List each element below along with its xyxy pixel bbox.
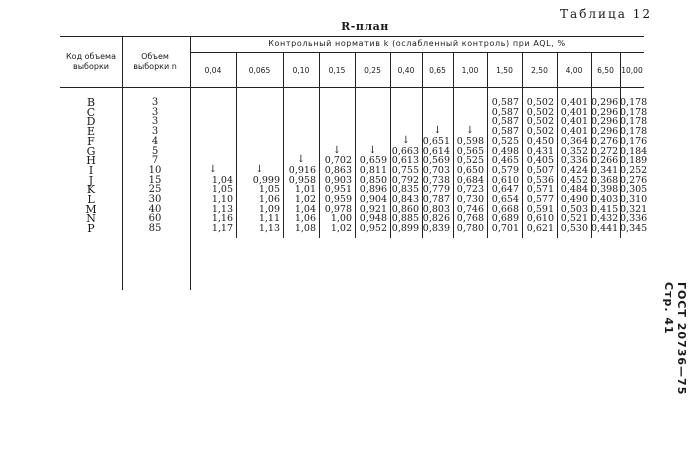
table-cell: 0,502	[526, 126, 554, 138]
table-cell: 0,502	[526, 97, 554, 108]
table-cell: 1,02	[294, 194, 316, 205]
table-cell: 0,746	[456, 203, 484, 215]
table-cell: 0,401	[560, 116, 588, 128]
table-cell: 0,811	[359, 164, 387, 176]
aql-header-cell: 6,50	[597, 66, 614, 75]
table-cell: 0,310	[620, 194, 648, 205]
down-arrow-icon: ↓	[465, 125, 475, 137]
table-cell: 0,668	[491, 203, 519, 215]
aql-header-cell: 4,00	[565, 66, 583, 75]
table-cell: 0,503	[560, 203, 588, 215]
code-header-line-2: выборки	[73, 62, 109, 71]
table-cell: 0,730	[456, 194, 484, 205]
table-cell: 0,484	[560, 184, 588, 196]
down-arrow-icon: ↓	[255, 163, 264, 175]
sample-code: H	[86, 154, 96, 168]
table-cell: 0,178	[620, 126, 648, 138]
table-cell: 0,502	[526, 106, 554, 118]
sample-size: 3	[151, 116, 159, 128]
table-cell: 0,401	[560, 126, 588, 138]
table-cell: 0,702	[324, 155, 352, 167]
table-cell: 0,296	[591, 116, 619, 128]
table-cell: 0,415	[591, 203, 619, 215]
table-cell: 0,571	[526, 184, 554, 196]
table-cell: 0,364	[560, 135, 588, 147]
table-cell: 0,368	[591, 174, 619, 186]
table-cell: 0,621	[526, 223, 554, 235]
table-cell: 0,647	[491, 184, 519, 196]
table-cell: 0,296	[591, 97, 619, 108]
table-cell: 1,01	[294, 184, 316, 196]
table-cell: 1,06	[258, 194, 280, 205]
table-cell: 0,651	[422, 135, 450, 147]
sample-code: C	[86, 105, 96, 119]
table-cell: 0,405	[526, 155, 554, 167]
down-arrow-icon: ↓	[368, 144, 377, 156]
table-cell: 1,16	[211, 213, 233, 225]
table-cell: 0,654	[491, 194, 519, 205]
table-cell: 0,536	[526, 174, 554, 186]
sample-size: 4	[151, 135, 159, 147]
plan-title: R-план	[341, 20, 389, 33]
sample-size: 30	[148, 194, 162, 205]
down-arrow-icon: ↓	[208, 163, 218, 175]
table-cell: 0,465	[491, 155, 519, 167]
size-column-header	[122, 52, 188, 72]
table-cell: 0,978	[324, 203, 352, 215]
sample-size: 3	[151, 126, 159, 138]
sample-size: 85	[148, 223, 162, 235]
table-cell: 0,780	[456, 223, 484, 235]
table-cell: 0,184	[620, 145, 648, 157]
table-cell: 0,579	[491, 164, 519, 176]
sample-code: G	[86, 144, 96, 158]
table-cell: 0,792	[391, 174, 419, 186]
sample-code: M	[85, 202, 97, 216]
table-cell: 0,598	[456, 135, 484, 147]
size-header-line-1: Объем	[141, 52, 169, 61]
table-cell: 0,958	[288, 174, 316, 186]
table-cell: 0,431	[526, 145, 554, 157]
aql-header-cell: 0,25	[364, 66, 381, 75]
table-cell: 1,10	[211, 194, 233, 205]
table-cell: 0,703	[422, 164, 450, 176]
table-cell: 0,178	[620, 97, 648, 108]
side-caption: ГОСТ 20736—75 Стр. 41	[662, 282, 688, 396]
table-cell: 0,613	[391, 155, 419, 167]
table-cell: 0,272	[591, 145, 619, 157]
table-cell: 0,565	[456, 145, 484, 157]
table-cell: 0,723	[456, 184, 484, 196]
table-cell: 1,13	[211, 203, 233, 215]
sample-size: 7	[151, 155, 159, 167]
table-cell: 0,860	[391, 203, 419, 215]
table-cell: 0,587	[491, 116, 519, 128]
table-cell: 0,450	[526, 135, 554, 147]
sample-code: J	[88, 173, 94, 187]
table-cell: 0,296	[591, 126, 619, 138]
sample-size: 3	[151, 97, 159, 108]
table-cell: 0,921	[359, 203, 387, 215]
table-cell: 0,999	[252, 174, 280, 186]
sample-code: K	[86, 183, 96, 197]
table-cell: 0,787	[422, 194, 450, 205]
table-cell: 0,498	[491, 145, 519, 157]
table-cell: 0,863	[324, 164, 352, 176]
table-number: Таблица 12	[560, 7, 652, 21]
table-cell: 0,276	[591, 135, 619, 147]
table-cell: 0,959	[324, 194, 352, 205]
sample-size: 10	[148, 164, 162, 176]
table-cell: 0,951	[324, 184, 352, 196]
table-cell: 0,452	[560, 174, 588, 186]
table-cell: 0,403	[591, 194, 619, 205]
table-cell: 0,441	[591, 223, 619, 235]
table-cell: 0,507	[526, 164, 554, 176]
table-cell: 0,650	[456, 164, 484, 176]
table-cell: 1,02	[330, 223, 352, 235]
down-arrow-icon: ↓	[401, 134, 411, 146]
table-cell: 0,684	[456, 174, 484, 186]
table-cell: 0,803	[422, 203, 450, 215]
table-cell: 0,305	[620, 184, 648, 196]
table-cell: 0,689	[491, 213, 519, 225]
table-cell: 0,432	[591, 213, 619, 225]
table-cell: 0,659	[359, 155, 387, 167]
table-cell: 0,768	[456, 213, 484, 225]
table-cell: 0,587	[491, 126, 519, 138]
table-cell: 0,904	[359, 194, 387, 205]
sample-size: 40	[148, 203, 162, 215]
aql-header-cell: 1,00	[461, 66, 479, 75]
table-cell: 1,06	[294, 213, 316, 225]
table-cell: 0,178	[620, 116, 648, 128]
code-column-header	[60, 52, 122, 72]
table-cell: 0,525	[491, 135, 519, 147]
aql-header-cell: 2,50	[531, 66, 548, 75]
table-cell: 0,398	[591, 184, 619, 196]
table-cell: 0,502	[526, 116, 554, 128]
table-cell: 0,755	[391, 164, 419, 176]
table-cell: 0,424	[560, 164, 588, 176]
down-arrow-icon: ↓	[433, 125, 442, 137]
aql-header-cell: 10,00	[621, 66, 643, 75]
grid-line	[60, 36, 644, 37]
table-cell: 0,189	[620, 155, 648, 167]
table-cell: 1,04	[294, 203, 316, 215]
table-cell: 1,04	[211, 174, 233, 186]
table-cell: 0,835	[391, 184, 419, 196]
table-cell: 0,401	[560, 106, 588, 118]
table-cell: 0,885	[391, 213, 419, 225]
sample-code: P	[87, 222, 95, 236]
table-cell: 0,401	[560, 97, 588, 108]
sample-code: B	[86, 96, 96, 109]
table-cell: 1,13	[258, 223, 280, 235]
table-cell: 0,178	[620, 106, 648, 118]
table-cell: 0,530	[560, 223, 588, 235]
aql-header-cell: 1,50	[496, 66, 513, 75]
sample-size: 3	[151, 106, 159, 118]
sample-code: N	[86, 212, 96, 226]
table-cell: 0,521	[560, 213, 588, 225]
table-cell: 1,08	[294, 223, 316, 235]
table-cell: 0,610	[491, 174, 519, 186]
table-cell: 0,903	[324, 174, 352, 186]
down-arrow-icon: ↓	[332, 144, 342, 156]
sample-code: I	[88, 163, 94, 177]
sample-code: F	[87, 134, 95, 148]
table-cell: 0,614	[422, 145, 450, 157]
table-cell: 0,266	[591, 155, 619, 167]
aql-header-cell: 0,10	[292, 66, 310, 75]
table-cell: 0,591	[526, 203, 554, 215]
sample-size: 5	[151, 145, 159, 157]
table-cell: 1,00	[330, 213, 352, 225]
table-cell: 0,252	[620, 164, 648, 176]
aql-header-cell: 0,40	[397, 66, 415, 75]
grid-line	[190, 52, 644, 53]
table-cell: 0,952	[359, 223, 387, 235]
table-cell: 0,176	[620, 135, 648, 147]
table-cell: 1,09	[258, 203, 280, 215]
sample-size: 15	[148, 174, 162, 186]
sample-code: E	[86, 125, 96, 139]
table-cell: 0,850	[359, 174, 387, 186]
table-cell: 0,587	[491, 97, 519, 108]
table-cell: 0,701	[491, 223, 519, 235]
table-cell: 0,738	[422, 174, 450, 186]
table-cell: 0,843	[391, 194, 419, 205]
size-header-line-2: выборки n	[133, 62, 177, 71]
table-cell: 0,899	[391, 223, 419, 235]
table-cell: 0,321	[620, 203, 648, 215]
table-cell: 0,916	[288, 164, 316, 176]
table-cell: 0,345	[620, 223, 648, 235]
table-cell: 1,05	[258, 184, 280, 196]
aql-header-cell: 0,15	[328, 66, 346, 75]
table-cell: 0,525	[456, 155, 484, 167]
table-cell: 1,11	[258, 213, 280, 225]
table-cell: 0,336	[560, 155, 588, 167]
down-arrow-icon: ↓	[296, 154, 306, 166]
table-cell: 0,490	[560, 194, 588, 205]
sample-size: 25	[148, 184, 162, 196]
table-cell: 0,296	[591, 106, 619, 118]
table-cell: 1,05	[211, 184, 233, 196]
table-cell: 0,948	[359, 213, 387, 225]
table-cell: 0,826	[422, 213, 450, 225]
table-cell: 1,17	[211, 223, 233, 235]
table-cell: 0,663	[391, 145, 419, 157]
sample-size: 60	[148, 213, 162, 225]
table-cell: 0,341	[591, 164, 619, 176]
aql-header-cell: 0,65	[429, 66, 446, 75]
sample-code: L	[87, 193, 95, 206]
table-cell: 0,610	[526, 213, 554, 225]
table-cell: 0,896	[359, 184, 387, 196]
control-header: Контрольный норматив k (ослабленный контроль) при AQL, %	[268, 39, 566, 48]
table-cell: 0,276	[620, 174, 648, 186]
table-cell: 0,779	[422, 184, 450, 196]
table-cell: 0,587	[491, 106, 519, 118]
table-cell: 0,336	[620, 213, 648, 225]
aql-header-cell: 0,04	[204, 66, 222, 75]
sample-code: D	[86, 115, 96, 129]
table-cell: 0,352	[560, 145, 588, 157]
table-cell: 0,839	[422, 223, 450, 235]
table-cell: 0,577	[526, 194, 554, 205]
table-cell: 0,569	[422, 155, 450, 167]
aql-header-cell: 0,065	[248, 66, 271, 75]
code-header-line-1: Код объема	[66, 52, 116, 61]
